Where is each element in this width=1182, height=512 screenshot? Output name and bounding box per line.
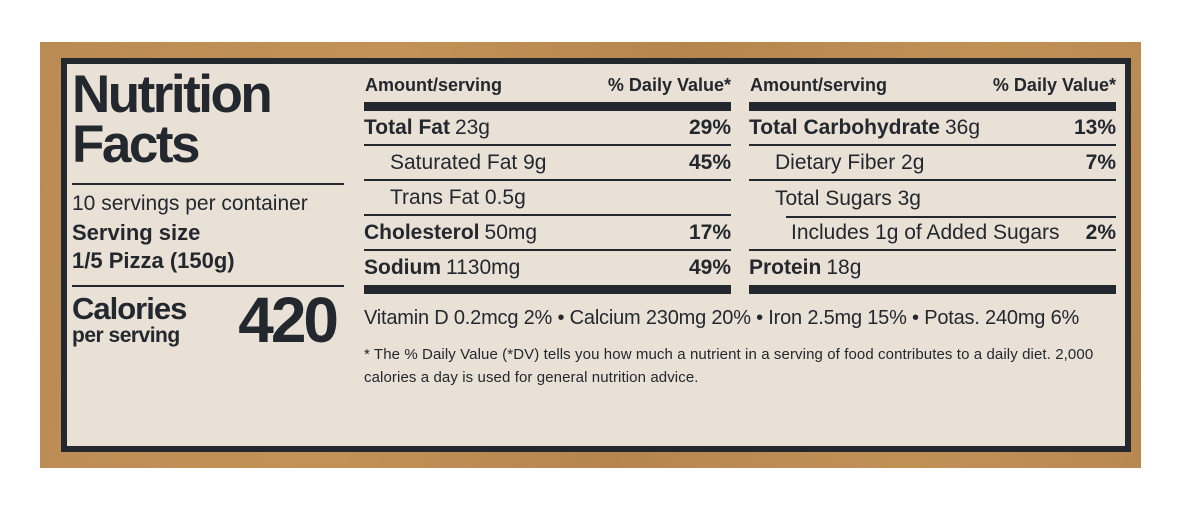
nutrient-amount: 18g	[826, 256, 862, 279]
nutrient-row-protein	[749, 251, 1116, 285]
serving-size-value: 1/5 Pizza (150g)	[72, 247, 235, 273]
nutrient-amount: 23g	[454, 115, 490, 139]
label-title-line1: Nutrition	[72, 65, 271, 124]
nutrient-dv: 13%	[1073, 115, 1116, 139]
calories-label: Calories	[72, 290, 187, 326]
nutrient-row-added-sugars	[749, 216, 1116, 251]
nutrient-amount: Dietary Fiber 2g	[775, 150, 925, 174]
nutrient-name: Sodium	[364, 256, 441, 279]
calories-row	[72, 283, 344, 356]
thick-rule	[749, 285, 1116, 294]
nutrient-amount: Total Sugars 3g	[775, 186, 921, 210]
label-title-line2: Facts	[72, 115, 198, 175]
nutrient-dv: 45%	[688, 150, 731, 174]
nutrient-row-sodium	[364, 251, 731, 285]
nutrition-facts-label	[61, 58, 1131, 452]
kraft-paper-background	[40, 42, 1141, 468]
nutrient-dv: 2%	[1085, 220, 1116, 244]
header-daily-value: % Daily Value*	[992, 75, 1116, 95]
nutrient-row-total-carbohydrate	[749, 111, 1116, 146]
nutrient-dv: 49%	[688, 256, 731, 279]
servings-per-container: 10 servings per container	[72, 191, 308, 215]
column-header	[364, 70, 731, 102]
nutrient-dv: 29%	[688, 115, 731, 139]
label-right-area	[364, 70, 1116, 438]
nutrient-amount: Saturated Fat 9g	[390, 150, 547, 174]
vitamins-minerals-line: Vitamin D 0.2mcg 2% • Calcium 230mg 20% • Iron 2.5mg 15% • Potas. 240mg 6%	[364, 307, 1080, 329]
nutrient-column-fat-sodium	[364, 70, 731, 294]
nutrient-amount: 36g	[944, 115, 981, 139]
nutrient-name: Total Fat	[364, 115, 450, 139]
nutrient-row-total-fat	[364, 111, 731, 146]
thick-rule	[364, 102, 731, 111]
divider	[72, 183, 344, 185]
label-title	[72, 65, 344, 175]
nutrient-row-saturated-fat	[364, 146, 731, 181]
nutrient-dv: 17%	[688, 220, 731, 244]
nutrient-columns	[364, 70, 1116, 294]
nutrient-name: Cholesterol	[364, 220, 480, 244]
header-daily-value: % Daily Value*	[607, 75, 731, 95]
nutrient-column-carb-protein	[749, 70, 1116, 294]
calories-sublabel: per serving	[72, 323, 180, 347]
nutrient-name: Total Carbohydrate	[749, 115, 940, 139]
calories-labels	[72, 290, 187, 348]
nutrient-row-dietary-fiber	[749, 146, 1116, 181]
thick-rule	[364, 285, 731, 294]
nutrient-amount: 1130mg	[446, 256, 521, 279]
calories-value: 420	[238, 283, 336, 356]
serving-size-label: Serving size	[72, 219, 201, 245]
header-amount-serving: Amount/serving	[750, 75, 888, 95]
nutrient-row-trans-fat	[364, 181, 731, 216]
label-left-column	[72, 65, 344, 438]
nutrient-row-total-sugars	[749, 181, 1116, 216]
nutrient-amount: Trans Fat 0.5g	[390, 185, 526, 209]
thick-rule	[749, 102, 1116, 111]
nutrient-row-cholesterol	[364, 216, 731, 251]
nutrient-dv: 7%	[1085, 150, 1116, 174]
column-header	[749, 70, 1116, 102]
nutrient-name: Protein	[749, 256, 822, 279]
daily-value-footnote: * The % Daily Value (*DV) tells you how much a nutrient in a serving of food contributes to a daily diet. 2,000 calories a day is used for general nutrition advice.	[364, 346, 1094, 386]
nutrient-amount: 50mg	[484, 220, 538, 244]
header-amount-serving: Amount/serving	[365, 75, 503, 95]
nutrient-amount: Includes 1g of Added Sugars	[791, 220, 1060, 244]
